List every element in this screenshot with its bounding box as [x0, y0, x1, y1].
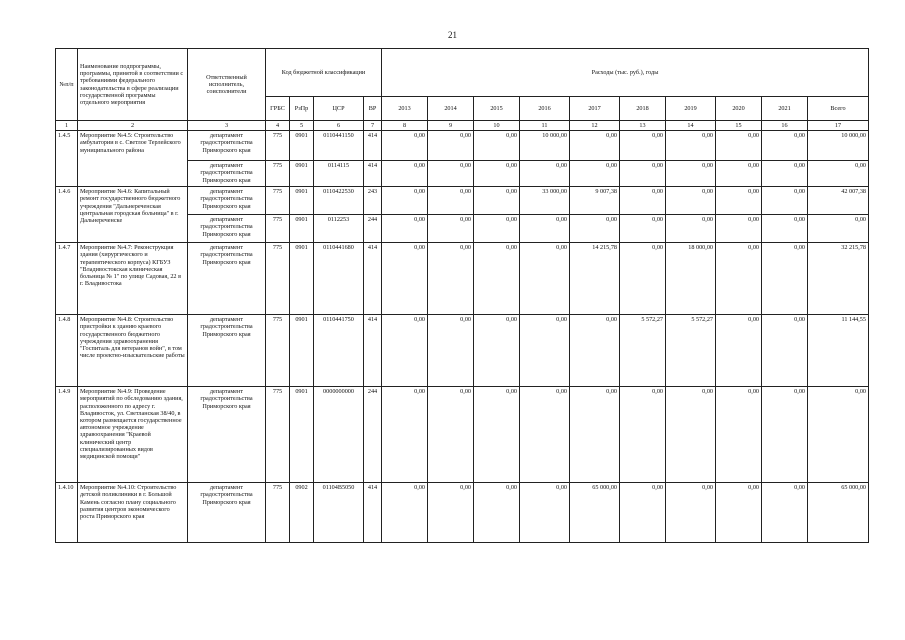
page-number: 21 — [448, 30, 457, 40]
table-row — [56, 187, 869, 215]
row-value: 0,00 — [520, 215, 570, 243]
header-responsible: Ответственный исполнитель, соисполнители — [188, 49, 266, 121]
row-number: 1.4.10 — [56, 483, 78, 543]
row-value: 0,00 — [428, 315, 474, 387]
row-value: 0,00 — [620, 131, 666, 161]
row-value: 0,00 — [620, 483, 666, 543]
row-value: 0,00 — [716, 187, 762, 215]
table-body — [56, 131, 869, 543]
header-year: 2020 — [716, 97, 762, 121]
row-value: 0,00 — [762, 161, 808, 187]
row-total: 0,00 — [808, 215, 869, 243]
row-total: 42 007,38 — [808, 187, 869, 215]
header-year: 2021 — [762, 97, 808, 121]
row-rzpr: 0901 — [290, 387, 314, 483]
row-value: 0,00 — [474, 315, 520, 387]
header-year: 2018 — [620, 97, 666, 121]
column-number: 8 — [382, 121, 428, 131]
row-responsible: департамент градостроительства Приморского края — [188, 483, 266, 543]
row-csr: 0110441750 — [314, 315, 364, 387]
table-row — [56, 315, 869, 387]
row-number: 1.4.7 — [56, 243, 78, 315]
row-csr: 0000000000 — [314, 387, 364, 483]
row-value: 0,00 — [428, 187, 474, 215]
row-number: 1.4.6 — [56, 187, 78, 243]
row-value: 0,00 — [520, 243, 570, 315]
row-value: 9 007,38 — [570, 187, 620, 215]
header-csr: ЦСР — [314, 97, 364, 121]
column-number: 6 — [314, 121, 364, 131]
header-year: 2016 — [520, 97, 570, 121]
row-value: 0,00 — [428, 483, 474, 543]
row-total: 65 000,00 — [808, 483, 869, 543]
row-vr: 414 — [364, 243, 382, 315]
row-value: 0,00 — [666, 131, 716, 161]
row-value: 0,00 — [382, 161, 428, 187]
row-rzpr: 0902 — [290, 483, 314, 543]
header-num: №п/п — [56, 49, 78, 121]
column-number: 15 — [716, 121, 762, 131]
row-value: 0,00 — [474, 243, 520, 315]
header-vr: ВР — [364, 97, 382, 121]
row-vr: 414 — [364, 483, 382, 543]
row-value: 0,00 — [666, 215, 716, 243]
row-value: 0,00 — [762, 131, 808, 161]
column-number: 17 — [808, 121, 869, 131]
row-name: Мероприятие №4.5: Строительство амбулатории в с. Светлое Терлейского муниципального района — [78, 131, 188, 187]
row-total: 11 144,55 — [808, 315, 869, 387]
row-vr: 414 — [364, 131, 382, 161]
row-value: 0,00 — [474, 131, 520, 161]
row-value: 0,00 — [666, 161, 716, 187]
row-vr: 414 — [364, 161, 382, 187]
row-value: 0,00 — [474, 161, 520, 187]
row-total: 10 000,00 — [808, 131, 869, 161]
row-value: 0,00 — [716, 483, 762, 543]
row-value: 0,00 — [762, 187, 808, 215]
row-value: 10 000,00 — [520, 131, 570, 161]
table-row — [56, 243, 869, 315]
column-number: 3 — [188, 121, 266, 131]
column-number: 2 — [78, 121, 188, 131]
row-value: 0,00 — [666, 483, 716, 543]
row-value: 0,00 — [666, 187, 716, 215]
row-value: 0,00 — [520, 161, 570, 187]
row-value: 0,00 — [620, 187, 666, 215]
row-rzpr: 0901 — [290, 315, 314, 387]
row-value: 0,00 — [474, 187, 520, 215]
row-value: 0,00 — [620, 243, 666, 315]
row-rzpr: 0901 — [290, 187, 314, 215]
row-responsible: департамент градостроительства Приморского края — [188, 243, 266, 315]
row-csr: 0110441150 — [314, 131, 364, 161]
row-value: 0,00 — [716, 131, 762, 161]
row-value: 0,00 — [716, 215, 762, 243]
row-value: 0,00 — [762, 315, 808, 387]
row-value: 0,00 — [474, 483, 520, 543]
row-value: 33 000,00 — [520, 187, 570, 215]
row-value: 0,00 — [762, 483, 808, 543]
budget-table — [55, 48, 869, 543]
header-year: 2015 — [474, 97, 520, 121]
header-grbs: ГРБС — [266, 97, 290, 121]
row-value: 0,00 — [716, 387, 762, 483]
header-rzpr: РзПр — [290, 97, 314, 121]
column-number: 1 — [56, 121, 78, 131]
row-csr: 0114115 — [314, 161, 364, 187]
row-grbs: 775 — [266, 315, 290, 387]
row-responsible: департамент градостроительства Приморского края — [188, 161, 266, 187]
row-vr: 244 — [364, 215, 382, 243]
header-expenses: Расходы (тыс. руб.), годы — [382, 49, 869, 97]
row-value: 0,00 — [762, 243, 808, 315]
row-value: 0,00 — [382, 243, 428, 315]
row-value: 0,00 — [520, 315, 570, 387]
row-value: 5 572,27 — [620, 315, 666, 387]
row-value: 0,00 — [570, 215, 620, 243]
row-csr: 0112253 — [314, 215, 364, 243]
row-value: 0,00 — [570, 387, 620, 483]
column-number: 16 — [762, 121, 808, 131]
row-value: 0,00 — [382, 387, 428, 483]
row-value: 0,00 — [762, 387, 808, 483]
row-value: 0,00 — [382, 215, 428, 243]
row-value: 0,00 — [620, 215, 666, 243]
row-value: 0,00 — [520, 483, 570, 543]
row-value: 65 000,00 — [570, 483, 620, 543]
row-value: 0,00 — [382, 315, 428, 387]
header-year: 2014 — [428, 97, 474, 121]
row-name: Мероприятие №4.8: Строительство пристройки к зданию краевого государственного бюджетного учреждения здравоохранения "Госпиталь для ветеранов войн", в том числе проектно-изыскательские работы — [78, 315, 188, 387]
column-number: 13 — [620, 121, 666, 131]
row-grbs: 775 — [266, 161, 290, 187]
table-row — [56, 483, 869, 543]
header-name: Наименование подпрограммы, программы, принятой в соответствии с требованиями федерального законодательства в сфере реализации государственной программы отдельного мероприятия — [78, 49, 188, 121]
row-total: 32 215,78 — [808, 243, 869, 315]
column-number: 10 — [474, 121, 520, 131]
row-rzpr: 0901 — [290, 215, 314, 243]
row-value: 0,00 — [428, 215, 474, 243]
row-value: 0,00 — [474, 215, 520, 243]
header-year: 2017 — [570, 97, 620, 121]
row-name: Мероприятие №4.9: Проведение мероприятий по обследованию здания, расположенного по адресу г. Владивосток, ул. Светланская 38/40, в котором размещается государственное автономное учреждение здравоохранения "Краевой клинический центр специализированных видов медицинской помощи" — [78, 387, 188, 483]
column-number: 7 — [364, 121, 382, 131]
row-csr: 01104В5050 — [314, 483, 364, 543]
column-number: 11 — [520, 121, 570, 131]
row-vr: 414 — [364, 315, 382, 387]
row-total: 0,00 — [808, 387, 869, 483]
row-value: 0,00 — [620, 161, 666, 187]
row-name: Мероприятие №4.7: Реконструкция здания (хирургического и терапевтического корпуса) КГБУЗ "Владивостокская клиническая больница № 1" по улице Садовая, 22 в г. Владивостока — [78, 243, 188, 315]
table-row — [56, 387, 869, 483]
row-responsible: департамент градостроительства Приморского края — [188, 387, 266, 483]
row-value: 0,00 — [666, 387, 716, 483]
row-responsible: департамент градостроительства Приморского края — [188, 215, 266, 243]
row-grbs: 775 — [266, 215, 290, 243]
row-number: 1.4.8 — [56, 315, 78, 387]
row-value: 5 572,27 — [666, 315, 716, 387]
row-csr: 0110441680 — [314, 243, 364, 315]
row-value: 0,00 — [762, 215, 808, 243]
row-total: 0,00 — [808, 161, 869, 187]
row-value: 0,00 — [474, 387, 520, 483]
row-value: 0,00 — [382, 131, 428, 161]
row-responsible: департамент градостроительства Приморского края — [188, 187, 266, 215]
row-value: 0,00 — [428, 243, 474, 315]
row-rzpr: 0901 — [290, 161, 314, 187]
row-csr: 0110422530 — [314, 187, 364, 215]
header-year: 2019 — [666, 97, 716, 121]
column-number: 4 — [266, 121, 290, 131]
header-total: Всего — [808, 97, 869, 121]
row-value: 0,00 — [716, 161, 762, 187]
row-value: 0,00 — [716, 315, 762, 387]
row-vr: 243 — [364, 187, 382, 215]
row-value: 14 215,78 — [570, 243, 620, 315]
row-name: Мероприятие №4.10: Строительство детской поликлиники в г. Большой Камень согласно плану социального развития центров экономического роста Приморского края — [78, 483, 188, 543]
row-grbs: 775 — [266, 243, 290, 315]
row-vr: 244 — [364, 387, 382, 483]
row-number: 1.4.5 — [56, 131, 78, 187]
row-value: 0,00 — [620, 387, 666, 483]
row-value: 0,00 — [382, 483, 428, 543]
header-budget-code: Код бюджетной классификации — [266, 49, 382, 97]
row-responsible: департамент градостроительства Приморского края — [188, 315, 266, 387]
row-value: 0,00 — [570, 161, 620, 187]
row-value: 0,00 — [428, 131, 474, 161]
row-value: 0,00 — [570, 131, 620, 161]
row-number: 1.4.9 — [56, 387, 78, 483]
row-value: 0,00 — [520, 387, 570, 483]
column-number: 5 — [290, 121, 314, 131]
column-number-row — [56, 121, 869, 131]
column-number: 9 — [428, 121, 474, 131]
row-grbs: 775 — [266, 387, 290, 483]
header-year: 2013 — [382, 97, 428, 121]
row-responsible: департамент градостроительства Приморского края — [188, 131, 266, 161]
row-value: 0,00 — [570, 315, 620, 387]
row-rzpr: 0901 — [290, 243, 314, 315]
table-row — [56, 131, 869, 161]
table-header — [56, 49, 869, 131]
row-grbs: 775 — [266, 483, 290, 543]
row-name: Мероприятие №4.6: Капитальный ремонт государственного бюджетного учреждения "Дальнереченская центральная городская больница" в г. Дальнереченске — [78, 187, 188, 243]
row-value: 0,00 — [382, 187, 428, 215]
row-grbs: 775 — [266, 131, 290, 161]
row-value: 0,00 — [716, 243, 762, 315]
column-number: 14 — [666, 121, 716, 131]
row-value: 18 000,00 — [666, 243, 716, 315]
row-value: 0,00 — [428, 387, 474, 483]
row-grbs: 775 — [266, 187, 290, 215]
column-number: 12 — [570, 121, 620, 131]
row-rzpr: 0901 — [290, 131, 314, 161]
row-value: 0,00 — [428, 161, 474, 187]
